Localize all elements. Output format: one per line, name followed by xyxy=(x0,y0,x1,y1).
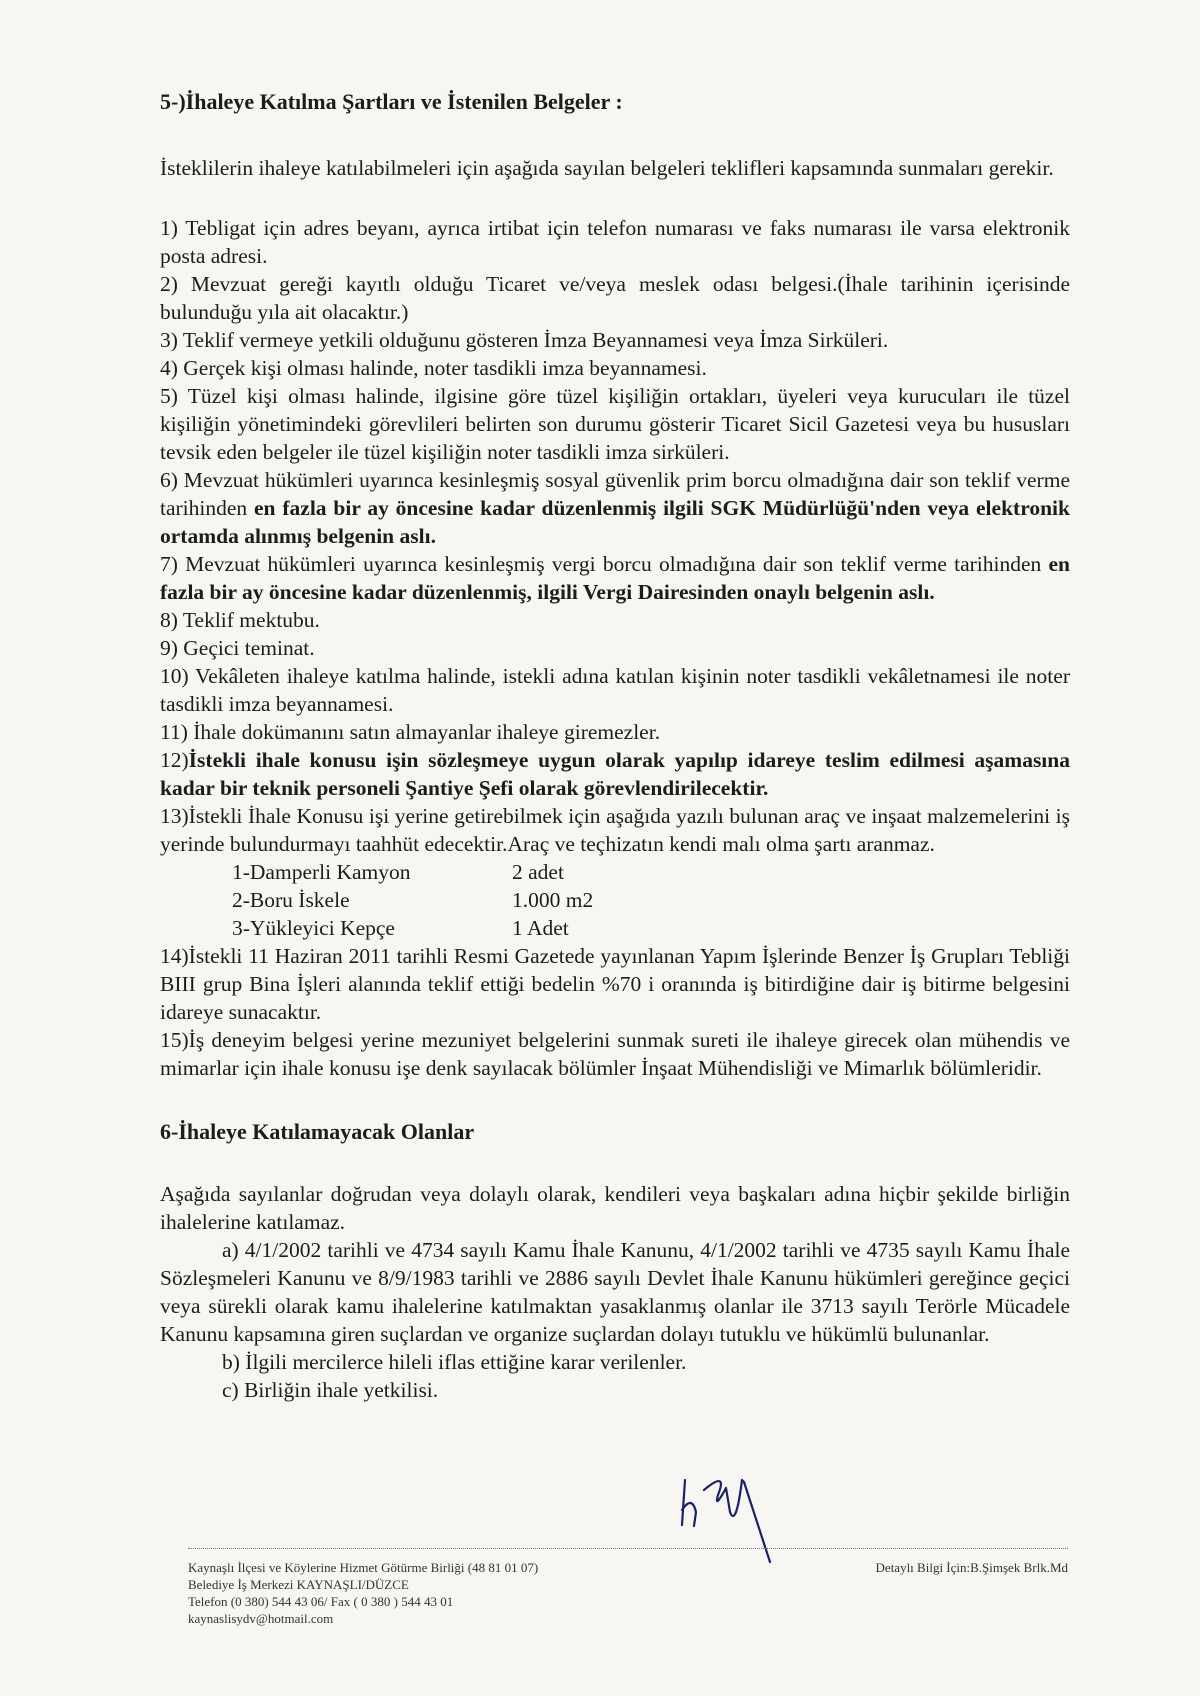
item-text: 13)İstekli İhale Konusu işi yerine getirebilmek için aşağıda yazılı bulunan araç ve inşaat malzemelerini iş yerinde bulundurmayı taahhüt edecektir.Araç ve teçhizatın kendi malı olma şartı aranmaz. xyxy=(160,804,1070,856)
equipment-name: 2-Boru İskele xyxy=(232,888,350,912)
exclusion-a: a) 4/1/2002 tarihli ve 4734 sayılı Kamu İhale Kanunu, 4/1/2002 tarihli ve 4735 sayılı Kamu İhale Sözleşmeleri Kanunu ve 8/9/1983 tarihli ve 2886 sayılı Devlet İhale Kanunu hükümleri gereğince geçici veya sürekli olarak kamu ihalelerine katılmaktan yasaklanmış olanlar ile 3713 sayılı Terörle Mücadele Kanunu kapsamına giren suçlardan ve organize suçlardan dolayı tutuklu ve hükümlü bulunanlar. xyxy=(160,1238,1070,1346)
equipment-row xyxy=(232,858,1070,886)
item-text: 5) Tüzel kişi olması halinde, ilgisine göre tüzel kişiliğin ortakları, üyeleri veya kurucuları ile tüzel kişiliğin yönetimindeki görevlileri belirten son durumu gösterir Ticaret Sicil Gazetesi veya bu hususları tevsik eden belgeler ile tüzel kişiliğin noter tasdikli imza sirküleri. xyxy=(160,384,1070,464)
section-5-intro: İsteklilerin ihaleye katılabilmeleri için aşağıda sayılan belgeleri teklifleri kapsamında sunmaları gerekir. xyxy=(160,156,1054,180)
equipment-qty: 2 adet xyxy=(512,860,564,884)
item-text: 1) Tebligat için adres beyanı, ayrıca irtibat için telefon numarası ve faks numarası ile varsa elektronik posta adresi. xyxy=(160,216,1070,268)
requirement-item-10 xyxy=(160,662,1070,718)
equipment-qty: 1.000 m2 xyxy=(512,888,594,912)
footer-contact: Detaylı Bilgi İçin:B.Şimşek Brlk.Md xyxy=(875,1560,1068,1575)
section-6-title: 6-İhaleye Katılamayacak Olanlar xyxy=(160,1119,475,1144)
item-text: 6) Mevzuat hükümleri uyarınca kesinleşmiş sosyal güvenlik prim borcu olmadığına dair son teklif verme tarihinden xyxy=(160,468,1070,520)
requirement-item-9 xyxy=(160,634,1070,662)
item-text: 8) Teklif mektubu. xyxy=(160,608,320,632)
item-bold-text: en fazla bir ay öncesine kadar düzenlenmiş ilgili SGK Müdürlüğü'nden veya elektronik ortamda alınmış belgenin aslı. xyxy=(160,496,1070,548)
exclusion-b: b) İlgili mercilerce hileli iflas ettiğine karar verilenler. xyxy=(222,1350,687,1374)
document-body xyxy=(160,88,1070,1404)
footer-line-2: Belediye İş Merkezi KAYNAŞLI/DÜZCE xyxy=(188,1577,409,1592)
equipment-list xyxy=(160,858,1070,942)
requirement-item-1 xyxy=(160,214,1070,270)
section-6-intro: Aşağıda sayılanlar doğrudan veya dolaylı olarak, kendileri veya başkaları adına hiçbir şekilde birliğin ihalelerine katılamaz. xyxy=(160,1182,1070,1234)
equipment-row xyxy=(232,914,1070,942)
footer-email: kaynaslisydv@hotmail.com xyxy=(188,1611,334,1626)
equipment-qty: 1 Adet xyxy=(512,916,569,940)
requirement-item-11 xyxy=(160,718,1070,746)
equipment-row xyxy=(232,886,1070,914)
item-text: 11) İhale dokümanını satın almayanlar ihaleye giremezler. xyxy=(160,720,661,744)
item-text: 9) Geçici teminat. xyxy=(160,636,315,660)
item-text: 2) Mevzuat gereği kayıtlı olduğu Ticaret ve/veya meslek odası belgesi.(İhale tarihinin içerisinde bulunduğu yıla ait olacaktır.) xyxy=(160,272,1070,324)
requirement-item-3 xyxy=(160,326,1070,354)
requirements-list xyxy=(160,214,1070,858)
requirement-item-15: 15)İş deneyim belgesi yerine mezuniyet belgelerini sunmak sureti ile ihaleye girecek olan mühendis ve mimarlar için ihale konusu işe denk sayılacak bölümler İnşaat Mühendisliği ve Mimarlık bölümleridir. xyxy=(160,1028,1070,1080)
requirement-item-14: 14)İstekli 11 Haziran 2011 tarihli Resmi Gazetede yayınlanan Yapım İşlerinde Benzer İş Grupları Tebliği BIII grup Bina İşleri alanında teklif ettiği bedelin %70 i oranında iş bitirdiğine dair iş bitirme belgesini idareye sunacaktır. xyxy=(160,944,1070,1024)
requirement-item-8 xyxy=(160,606,1070,634)
footer-line-1: Kaynaşlı İlçesi ve Köylerine Hizmet Götürme Birliği (48 81 01 07) xyxy=(188,1560,539,1575)
item-bold-text: İstekli ihale konusu işin sözleşmeye uygun olarak yapılıp idareye teslim edilmesi aşamasına kadar bir teknik personeli Şantiye Şefi olarak görevlendirilecektir. xyxy=(160,748,1070,800)
requirement-item-2 xyxy=(160,270,1070,326)
requirement-item-7 xyxy=(160,550,1070,606)
section-5-title: 5-)İhaleye Katılma Şartları ve İstenilen Belgeler : xyxy=(160,89,623,114)
item-text: 4) Gerçek kişi olması halinde, noter tasdikli imza beyannamesi. xyxy=(160,356,707,380)
footer xyxy=(188,1548,1068,1627)
requirement-item-12 xyxy=(160,746,1070,802)
footer-line-3: Telefon (0 380) 544 43 06/ Fax ( 0 380 ) 544 43 01 xyxy=(188,1594,454,1609)
equipment-name: 1-Damperli Kamyon xyxy=(232,860,411,884)
requirement-item-13 xyxy=(160,802,1070,858)
requirement-item-5 xyxy=(160,382,1070,466)
equipment-name: 3-Yükleyici Kepçe xyxy=(232,916,395,940)
item-text: 12) xyxy=(160,748,189,772)
item-text: 10) Vekâleten ihaleye katılma halinde, istekli adına katılan kişinin noter tasdikli vekâletnamesi ile noter tasdikli imza beyannamesi. xyxy=(160,664,1070,716)
item-text: 3) Teklif vermeye yetkili olduğunu gösteren İmza Beyannamesi veya İmza Sirküleri. xyxy=(160,328,889,352)
requirement-item-6 xyxy=(160,466,1070,550)
requirement-item-4 xyxy=(160,354,1070,382)
item-text: 7) Mevzuat hükümleri uyarınca kesinleşmiş vergi borcu olmadığına dair son teklif verme tarihinden xyxy=(160,552,1049,576)
exclusion-c: c) Birliğin ihale yetkilisi. xyxy=(222,1378,439,1402)
item-bold-text: en fazla bir ay öncesine kadar düzenlenmiş, ilgili Vergi Dairesinden onaylı belgenin aslı. xyxy=(160,552,1070,604)
